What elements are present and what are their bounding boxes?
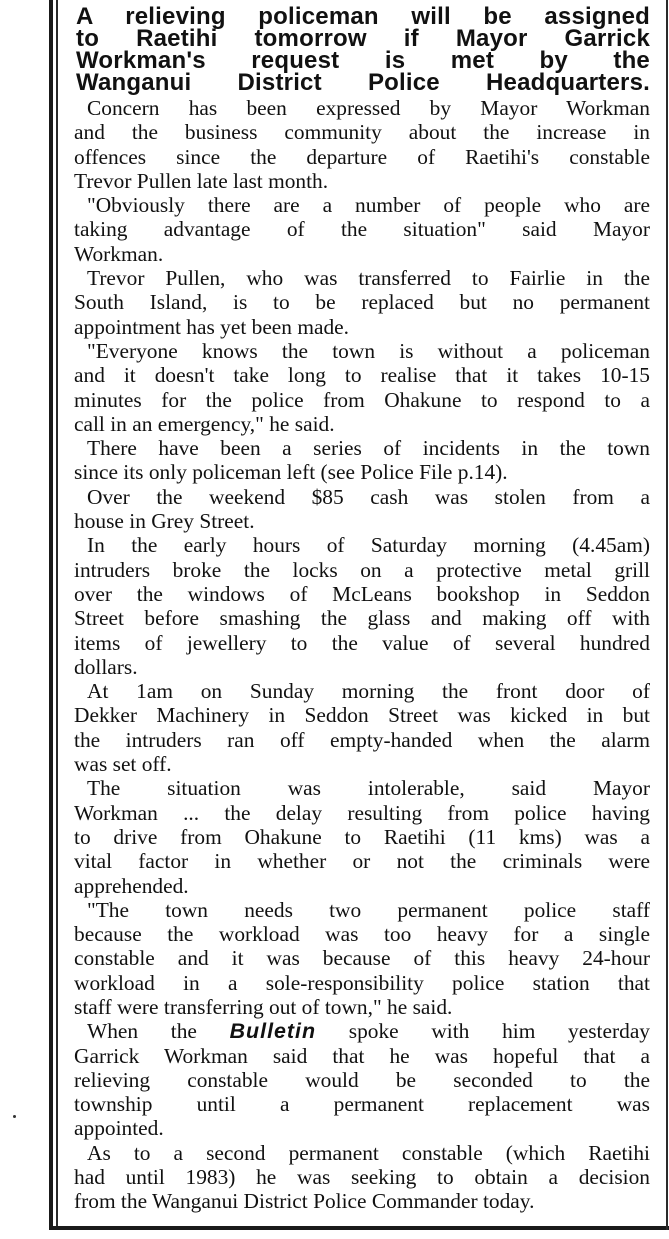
paragraph — [74, 436, 650, 485]
text-line: Trevor Pullen, who was transferred to Fairlie in the — [87, 266, 650, 291]
paragraph — [74, 898, 650, 1019]
left-border-rule-inner — [56, 0, 58, 1228]
text-line: Workman ... the delay resulting from police having — [74, 800, 650, 825]
publication-name: Bulletin — [229, 1019, 317, 1044]
headline-line: Workman's request is met by the — [76, 47, 650, 74]
text-line: As to a second permanent constable (which Raetihi — [87, 1140, 650, 1165]
bottom-border-rule — [49, 1226, 669, 1230]
text-line: over the windows of McLeans bookshop in Seddon — [74, 581, 650, 606]
text-line: vital factor in whether or not the criminals were — [74, 849, 650, 874]
print-speck — [13, 1115, 16, 1118]
text-line — [74, 1019, 650, 1043]
paragraph — [74, 96, 650, 193]
text-line: Dekker Machinery in Seddon Street was kicked in but — [74, 703, 650, 728]
text-line: intruders broke the locks on a protective metal grill — [74, 557, 650, 582]
text-line: Over the weekend $85 cash was stolen from a — [87, 484, 650, 509]
text-fragment: spoke with him yesterday — [316, 1019, 651, 1044]
text-line: In the early hours of Saturday morning (4.45am) — [87, 533, 650, 558]
paragraph — [74, 1141, 650, 1214]
text-line: Street before smashing the glass and making off with — [74, 606, 650, 631]
paragraph — [74, 339, 650, 436]
text-line: "Everyone knows the town is without a policeman — [87, 338, 650, 363]
text-line: apprehended. — [74, 873, 189, 898]
text-line: workload in a sole-responsibility police station that — [74, 970, 650, 995]
text-line: taking advantage of the situation" said Mayor — [74, 217, 650, 242]
text-line: appointed. — [74, 1116, 164, 1141]
paragraph — [74, 485, 650, 534]
headline-line: Wanganui District Police Headquarters. — [76, 69, 650, 96]
text-line: house in Grey Street. — [74, 509, 255, 534]
headline-line: A relieving policeman will be assigned — [76, 3, 650, 30]
text-line: appointment has yet been made. — [74, 314, 350, 339]
text-line: "The town needs two permanent police staff — [87, 897, 650, 922]
text-line: minutes for the police from Ohakune to respond to a — [74, 387, 650, 412]
text-line: and the business community about the increase in — [74, 120, 650, 145]
text-line: relieving constable would be seconded to the — [74, 1067, 650, 1092]
text-line: to drive from Ohakune to Raetihi (11 kms) was a — [74, 824, 650, 849]
right-border-rule — [666, 0, 668, 1230]
text-line: Garrick Workman said that he was hopeful that a — [74, 1043, 650, 1068]
text-line: South Island, is to be replaced but no permanent — [74, 290, 650, 315]
text-line: from the Wanganui District Police Commander today. — [74, 1189, 535, 1214]
text-line: since its only policeman left (see Police File p.14). — [74, 460, 508, 485]
text-line: "Obviously there are a number of people who are — [87, 193, 650, 218]
text-line: because the workload was too heavy for a single — [74, 922, 650, 947]
article-body — [74, 96, 650, 1214]
text-line: constable and it was because of this heavy 24-hour — [74, 946, 650, 971]
text-line: the intruders ran off empty-handed when the alarm — [74, 727, 650, 752]
text-line: had until 1983) he was seeking to obtain a decision — [74, 1165, 650, 1190]
left-border-rule-outer — [49, 0, 53, 1230]
text-line: was set off. — [74, 752, 172, 777]
text-line: township until a permanent replacement was — [74, 1092, 650, 1117]
text-line: staff were transferring out of town," he said. — [74, 994, 453, 1019]
text-line: offences since the departure of Raetihi's constable — [74, 144, 650, 169]
text-line: Concern has been expressed by Mayor Workman — [87, 96, 650, 120]
text-line: dollars. — [74, 654, 138, 679]
headline — [74, 3, 650, 96]
text-line: call in an emergency," he said. — [74, 411, 335, 436]
text-fragment: When the — [87, 1019, 230, 1044]
text-line: items of jewellery to the value of several hundred — [74, 630, 650, 655]
paragraph — [74, 193, 650, 266]
paragraph — [74, 533, 650, 679]
headline-line: to Raetihi tomorrow if Mayor Garrick — [76, 25, 650, 52]
text-line: At 1am on Sunday morning the front door of — [87, 679, 650, 704]
paragraph — [74, 776, 650, 897]
paragraph — [74, 266, 650, 339]
text-line: Trevor Pullen late last month. — [74, 168, 329, 193]
text-line: and it doesn't take long to realise that it takes 10-15 — [74, 363, 650, 388]
text-line: There have been a series of incidents in the town — [87, 436, 650, 461]
article — [74, 3, 651, 1214]
paragraph — [74, 1019, 650, 1140]
paragraph — [74, 679, 650, 776]
text-line: Workman. — [74, 241, 164, 266]
text-line: The situation was intolerable, said Mayor — [87, 776, 650, 801]
